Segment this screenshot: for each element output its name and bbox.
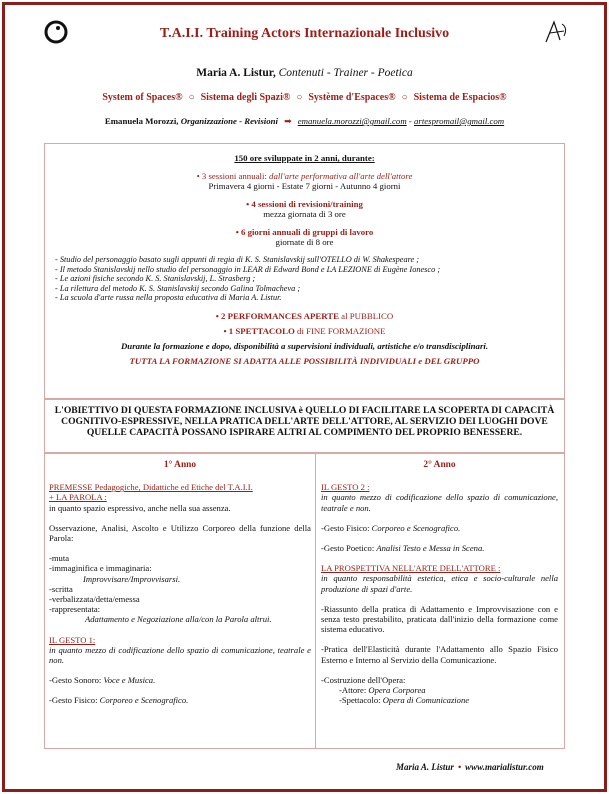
list-item: - Le azioni fisiche secondo K. S. Stanislavskij, L. Strasberg ; xyxy=(55,274,256,284)
costruzione-text: -Costruzione dell'Opera: xyxy=(321,674,406,685)
program-heading: 150 ore sviluppate in 2 anni, durante: xyxy=(234,153,375,163)
system-item: Sistema degli Spazi® xyxy=(200,92,291,103)
gesto-fisico-2-value: Corporeo e Scenografico. xyxy=(371,522,461,533)
sessions-sub: Primavera 4 giorni - Estate 7 giorni - Autunno 4 giorni xyxy=(208,181,401,191)
year1-column xyxy=(45,454,316,748)
editor-roles: Organizzazione - Revisioni xyxy=(180,116,278,126)
systems-line xyxy=(0,92,609,103)
objective-box xyxy=(44,399,565,453)
performances-rest: al PUBBLICO xyxy=(338,310,394,321)
scritta-text: -scritta xyxy=(49,583,73,594)
gesto-sonoro-value: Voce e Musica. xyxy=(103,675,156,686)
gesto-sonoro xyxy=(49,675,311,685)
immaginifica-text: -immaginifica e immaginaria: xyxy=(49,563,152,574)
attore-value: Opera Corporea xyxy=(368,685,426,696)
system-item: System of Spaces® xyxy=(102,92,183,103)
spettacolo-line xyxy=(321,695,558,705)
year1-heading: 1° Anno xyxy=(163,460,197,470)
year2-heading: 2° Anno xyxy=(423,460,456,470)
list-item: - La scuola d'arte russa nella proposta educativa di Maria A. Listur. xyxy=(55,293,282,303)
spettacolo-item xyxy=(45,326,564,336)
supervision-text: Durante la formazione e dopo, disponibilità a supervisioni individuali, artistiche e/o transdisciplinari. xyxy=(120,340,489,351)
prospettiva-desc: in quanto responsabilità estetica, etica e socio-culturale nella produzione di spazi d'arte. xyxy=(321,573,558,594)
attore-line xyxy=(321,685,558,695)
footer-site-link[interactable]: www.marialistur.com xyxy=(465,762,544,772)
email-link[interactable]: artespromail@gmail.com xyxy=(414,116,505,126)
topics-list xyxy=(51,255,564,303)
parola-heading: + LA PAROLA : xyxy=(49,492,107,503)
bullet-separator: ○ xyxy=(188,92,195,103)
revisions-sub: mezza giornata di 3 ore xyxy=(263,209,346,219)
sessions-item xyxy=(45,171,564,181)
muta-text: -muta xyxy=(49,553,70,564)
adapt-text: TUTTA LA FORMAZIONE SI ADATTA ALLE POSSIBILITÀ INDIVIDUALI e DEL GRUPPO xyxy=(129,355,480,366)
footer-name: Maria A. Listur xyxy=(396,762,454,772)
years-table xyxy=(44,453,565,749)
improvvisare-text: Improvvisare/Improvvisarsi. xyxy=(83,573,181,584)
prospettiva-heading: LA PROSPETTIVA NELL'ARTE DELL'ATTORE : xyxy=(321,563,501,574)
revisions-item: • 4 sessioni di revisioni/training xyxy=(246,199,363,209)
year2-column xyxy=(315,454,564,748)
author-line xyxy=(0,67,609,79)
footer-bullet: • xyxy=(457,762,462,772)
gesto2-desc: in quanto mezzo di codificazione dello spazio di comunicazione, teatrale e non. xyxy=(321,492,558,513)
bullet-separator: ○ xyxy=(296,92,303,103)
list-item: - La rilettura del metodo K. S. Stanislavskij secondo Galina Tolmacheva ; xyxy=(55,283,301,293)
sessions-lead: • 3 sessioni annuali: xyxy=(196,171,267,181)
spettacolo-rest: di FINE FORMAZIONE xyxy=(294,325,386,336)
gesto1-desc: in quanto mezzo di codificazione dello spazio di comunicazione, teatrale e non. xyxy=(49,644,311,666)
rappresentata-text: -rappresentata: xyxy=(49,604,101,615)
adattamento-text: Adattamento e Negoziazione alla/con la Parola altrui. xyxy=(85,614,272,625)
verbalizzata-text: -verbalizzata/detta/emessa xyxy=(49,594,140,605)
gesto-sonoro-label: -Gesto Sonoro: xyxy=(49,675,104,686)
system-item: Sistema de Espacios® xyxy=(413,92,507,103)
gesto1-heading: IL GESTO 1: xyxy=(49,634,96,645)
program-box xyxy=(44,143,565,399)
gesto-fisico-2-label: -Gesto Fisico: xyxy=(321,522,372,533)
email-separator: - xyxy=(406,116,414,126)
author-roles: Contenuti - Trainer - Poetica xyxy=(278,67,413,79)
workgroups-sub: giornate di 8 ore xyxy=(275,237,334,247)
spettacolo-value: Opera di Comunicazione xyxy=(382,695,470,706)
riassunto-text: -Riassunto della pratica di Adattamento e Improvvisazione con e senza testo prestabilito, praticata dall'inizio della formazione come sistema educativo. xyxy=(321,603,558,635)
footer xyxy=(396,762,544,772)
spettacolo-bold: • 1 SPETTACOLO xyxy=(223,325,295,336)
gesto-poetico-label: -Gesto Poetico: xyxy=(321,543,377,554)
gesto-fisico xyxy=(49,695,311,705)
editor-name: Emanuela Morozzi, xyxy=(104,116,179,126)
gesto-fisico-value: Corporeo e Scenografico. xyxy=(99,695,189,706)
page-title: T.A.I.I. Training Actors Internazionale Inclusivo xyxy=(159,26,450,41)
premesse-heading: PREMESSE Pedagogiche, Didattiche ed Etiche del T.A.I.I. xyxy=(49,482,253,493)
workgroups-item: • 6 giorni annuali di gruppi di lavoro xyxy=(235,227,374,237)
performances-bold: • 2 PERFORMANCES APERTE xyxy=(215,310,339,321)
list-item: - Studio del personaggio basato sugli appunti di regia di K. S. Stanislavskij sull'OTELLO di W. Shakespeare ; xyxy=(55,255,420,264)
editor-line xyxy=(0,116,609,127)
gesto-fisico-2 xyxy=(321,523,558,533)
osservazione-text: Osservazione, Analisi, Ascolto e Utilizzo Corporeo della funzione della Parola: xyxy=(49,522,311,544)
gesto-poetico xyxy=(321,543,558,553)
gesto-fisico-label: -Gesto Fisico: xyxy=(49,695,100,706)
attore-label: -Attore: xyxy=(339,685,369,696)
author-name: Maria A. Listur, xyxy=(196,67,276,79)
email-link[interactable]: emanuela.morozzi@gmail.com xyxy=(297,116,407,126)
spettacolo-label: -Spettacolo: xyxy=(339,695,383,706)
pratica-text: -Pratica dell'Elasticità durante l'Adattamento allo Spazio Fisico Esterno e Interno al Servizio della Comunicazione. xyxy=(321,644,558,665)
list-item: - Il metodo Stanislavskij nello studio del personaggio in LEAR di Edward Bond e LA LEZIONE di Eugène Ionesco ; xyxy=(55,264,441,274)
gesto-poetico-value: Analisi Testo e Messa in Scena. xyxy=(376,543,485,554)
gesto2-heading: IL GESTO 2 : xyxy=(321,482,370,493)
objective-text: L'OBIETTIVO DI QUESTA FORMAZIONE INCLUSIVA è QUELLO DI FACILITARE LA SCOPERTA DI CAPACITÀ COGNITIVO-ESPRESSIVE, NELLA PRATICA DELL'ARTE DELL'ATTORE, AL SERVIZIO DEI LUOGHI DOVE QUELLE CAPACITÀ POSSANO ISPIRARE ALTRI AL COMPIMENTO DEL PROPRIO BENESSERE. xyxy=(54,405,555,438)
system-item: Système d'Espaces® xyxy=(308,92,396,103)
arrow-right-icon: ➡ xyxy=(284,116,292,126)
sessions-title: dall'arte performativa all'arte dell'attore xyxy=(266,171,413,181)
parola-desc: in quanto spazio espressivo, anche nella sua assenza. xyxy=(49,502,231,513)
performances-item xyxy=(45,311,564,321)
bullet-separator: ○ xyxy=(401,92,408,103)
